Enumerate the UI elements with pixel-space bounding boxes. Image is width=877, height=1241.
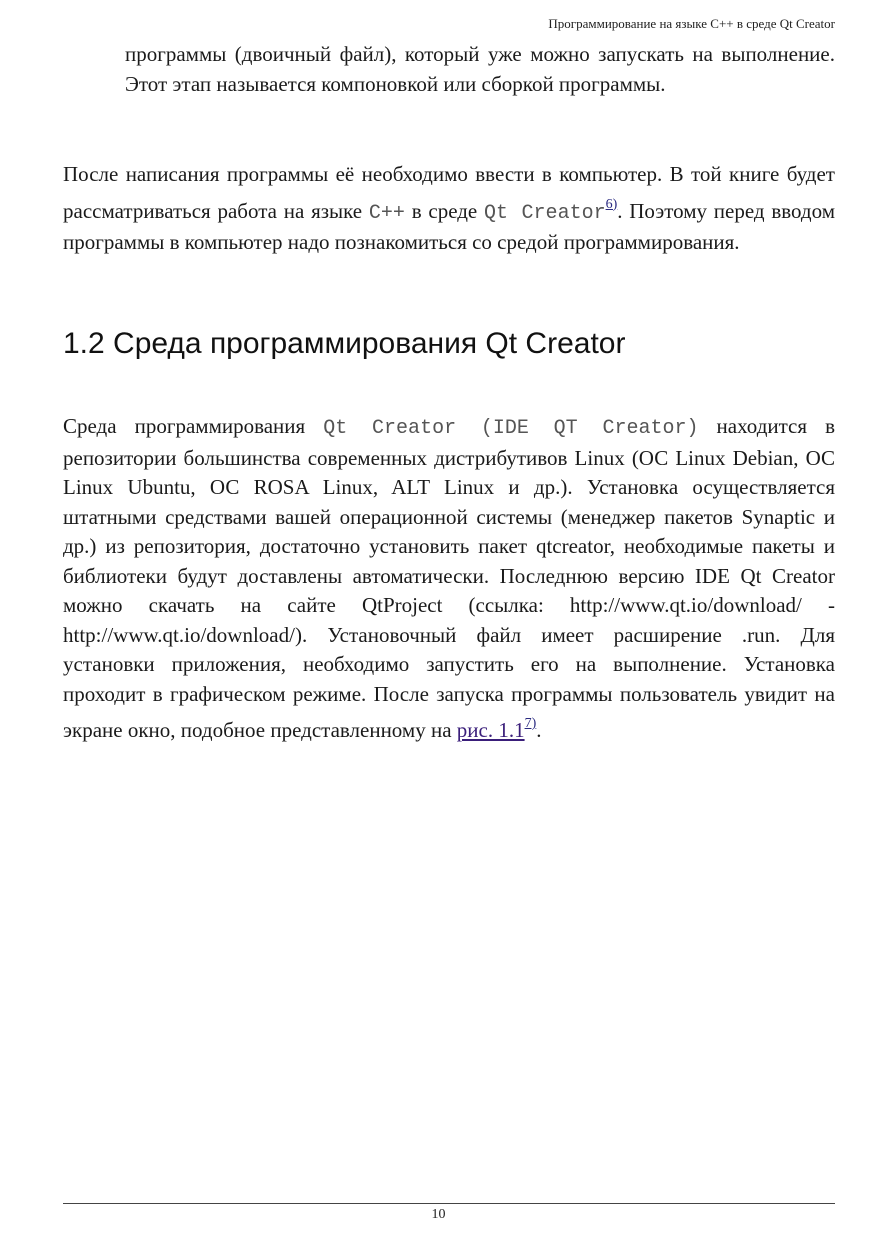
figure-link-1-1[interactable]: рис. 1.1 xyxy=(456,717,525,742)
code-ide-name: Qt Creator (IDE QT Creator) xyxy=(323,417,699,440)
footer-rule xyxy=(63,1203,835,1204)
intro-text-1: После написания программы её необходимо ввести в компьютер. В той книге будет рассматриваться работа на языке xyxy=(63,162,835,223)
intro-text-3: . Поэтому перед вводом программы в компьютер надо познакомиться со средой программирования. xyxy=(63,198,835,254)
ide-text-3: . xyxy=(536,717,542,742)
ide-text-2: находится в репозитории большинства современных дистрибутивов Linux (ОС Linux Debian, ОС Linux Ubuntu, ОС ROSA Linux, ALT Linux и др.). Установка осуществляется штатными средствами вашей операционной системы (менеджер пакетов Synaptic и др.) из репозитория, достаточно установить пакет qtcreator, необходимые пакеты и библиотеки будут доставлены автоматически. Последнюю версию IDE Qt Creator можно скачать на сайте QtProject (ссылка: http://www.qt.io/download/ - http://www.qt.io/download/). Установочный файл имеет расширение .run. Для установки приложения, необходимо запустить его на выполнение. Установка проходит в графическом режиме. После запуска программы пользователь увидит на экране окно, подобное представленному на xyxy=(63,414,836,742)
page-number: 10 xyxy=(431,1207,446,1222)
ide-text-1: Среда программирования xyxy=(63,414,324,438)
code-cpp: C++ xyxy=(368,201,405,225)
section-heading: 1.2 Среда программирования Qt Creator xyxy=(63,327,626,360)
code-qt-creator: Qt Creator xyxy=(484,201,606,225)
intro-text-2: в среде xyxy=(404,198,485,223)
running-header: Программирование на языке C++ в среде Qt Creator xyxy=(548,16,835,31)
footnote-ref-7[interactable]: 7) xyxy=(524,716,537,731)
footnote-ref-6[interactable]: 6) xyxy=(605,196,618,212)
paragraph-ide xyxy=(63,412,835,745)
paragraph-continuation: программы (двоичный файл), который уже можно запускать на выполнение. Этот этап называется компоновкой или сборкой программы. xyxy=(125,42,835,96)
paragraph-intro xyxy=(63,160,835,257)
